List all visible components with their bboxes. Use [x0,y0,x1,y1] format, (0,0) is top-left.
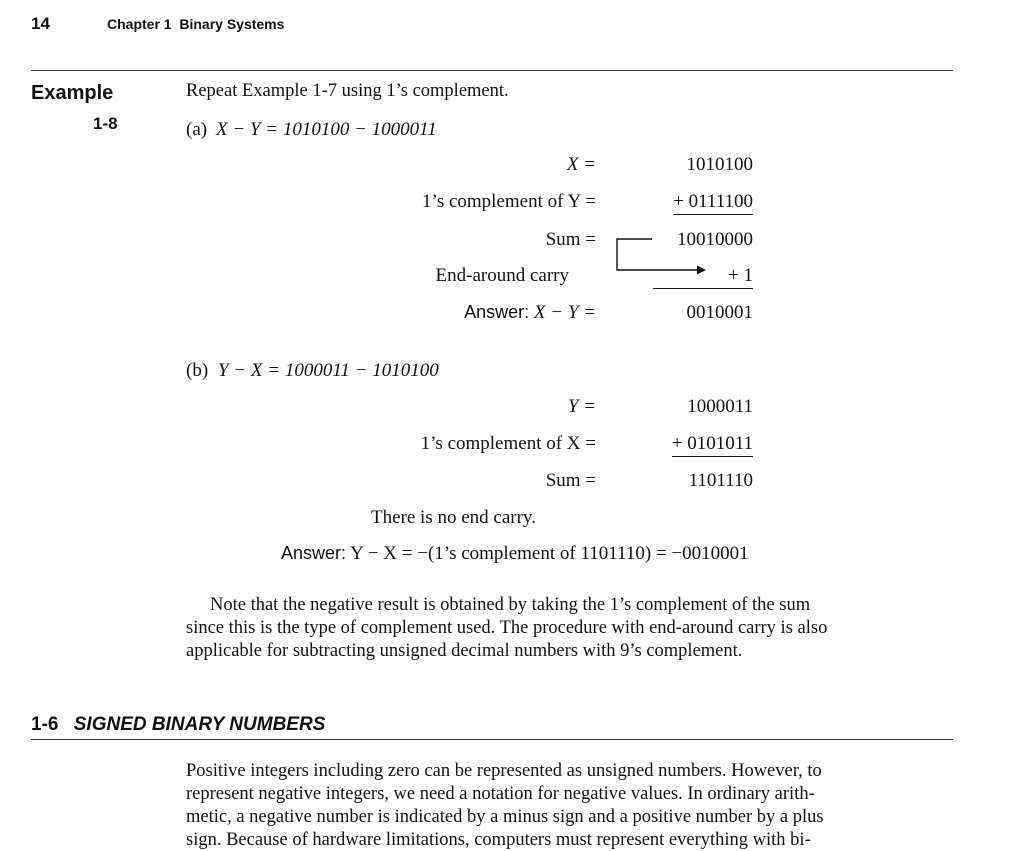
end-around-carry-arrow [610,232,710,277]
row-b3-value: 1101110 [688,470,753,491]
note-line-2: since this is the type of complement used. The procedure with end-around carry is also [186,618,828,638]
part-a-equation: X − Y = 1010100 − 1000011 [216,119,437,140]
part-b-equation: Y − X = 1000011 − 1010100 [218,360,439,381]
no-end-carry: There is no end carry. [371,507,536,528]
row-b1-label: Y = [567,396,596,417]
section-heading [31,714,325,736]
section-para-line-4: sign. Because of hardware limitations, computers must represent everything with bi- [186,830,811,850]
row-a1-value: 1010100 [686,154,753,175]
section-title: SIGNED BINARY NUMBERS [73,714,326,735]
example-label: Example [31,82,114,104]
row-a5-label [464,302,596,324]
part-a-label: (a) [186,119,208,140]
row-a3-value: 10010000 [677,229,753,250]
row-b2-value: + 0101011 [672,433,753,457]
note-line-1: Note that the negative result is obtained by taking the 1’s complement of the sum [210,595,811,615]
part-b-label: (b) [186,360,209,381]
row-a4-value: + 1 [653,265,753,289]
row-b2-label: 1’s complement of X = [420,433,596,454]
section-number: 1-6 [31,714,59,735]
header-rule [31,70,953,71]
row-a4-label: End-around carry [435,265,569,286]
row-a2-label: 1’s complement of Y = [422,191,596,212]
example-number: 1-8 [93,114,118,133]
row-b3-label: Sum = [545,470,596,491]
row-a2-value: + 0111100 [673,191,753,215]
example-intro: Repeat Example 1-7 using 1’s complement. [186,81,509,101]
row-a5-value: 0010001 [686,302,753,323]
answer-equation: Y − X = −(1’s complement of 1101110) = −0010001 [350,543,749,564]
section-para-line-3: metic, a negative number is indicated by a minus sign and a positive number by a plus [186,807,824,827]
part-b-answer [281,543,749,565]
section-para-line-2: represent negative integers, we need a notation for negative values. In ordinary arith- [186,784,815,804]
row-a1-label: X = [566,154,596,175]
section-rule [31,739,953,740]
answer-prefix: Answer: [464,302,530,322]
row-a3-label: Sum = [545,229,596,250]
row-b1-value: 1000011 [687,396,753,417]
page-number: 14 [31,14,50,33]
answer-prefix: Answer: [281,543,347,563]
section-para-line-1: Positive integers including zero can be represented as unsigned numbers. However, to [186,761,822,781]
answer-equation: X − Y = [533,302,596,323]
note-line-3: applicable for subtracting unsigned decimal numbers with 9’s complement. [186,641,743,661]
running-title: Chapter 1 Binary Systems [107,16,285,32]
